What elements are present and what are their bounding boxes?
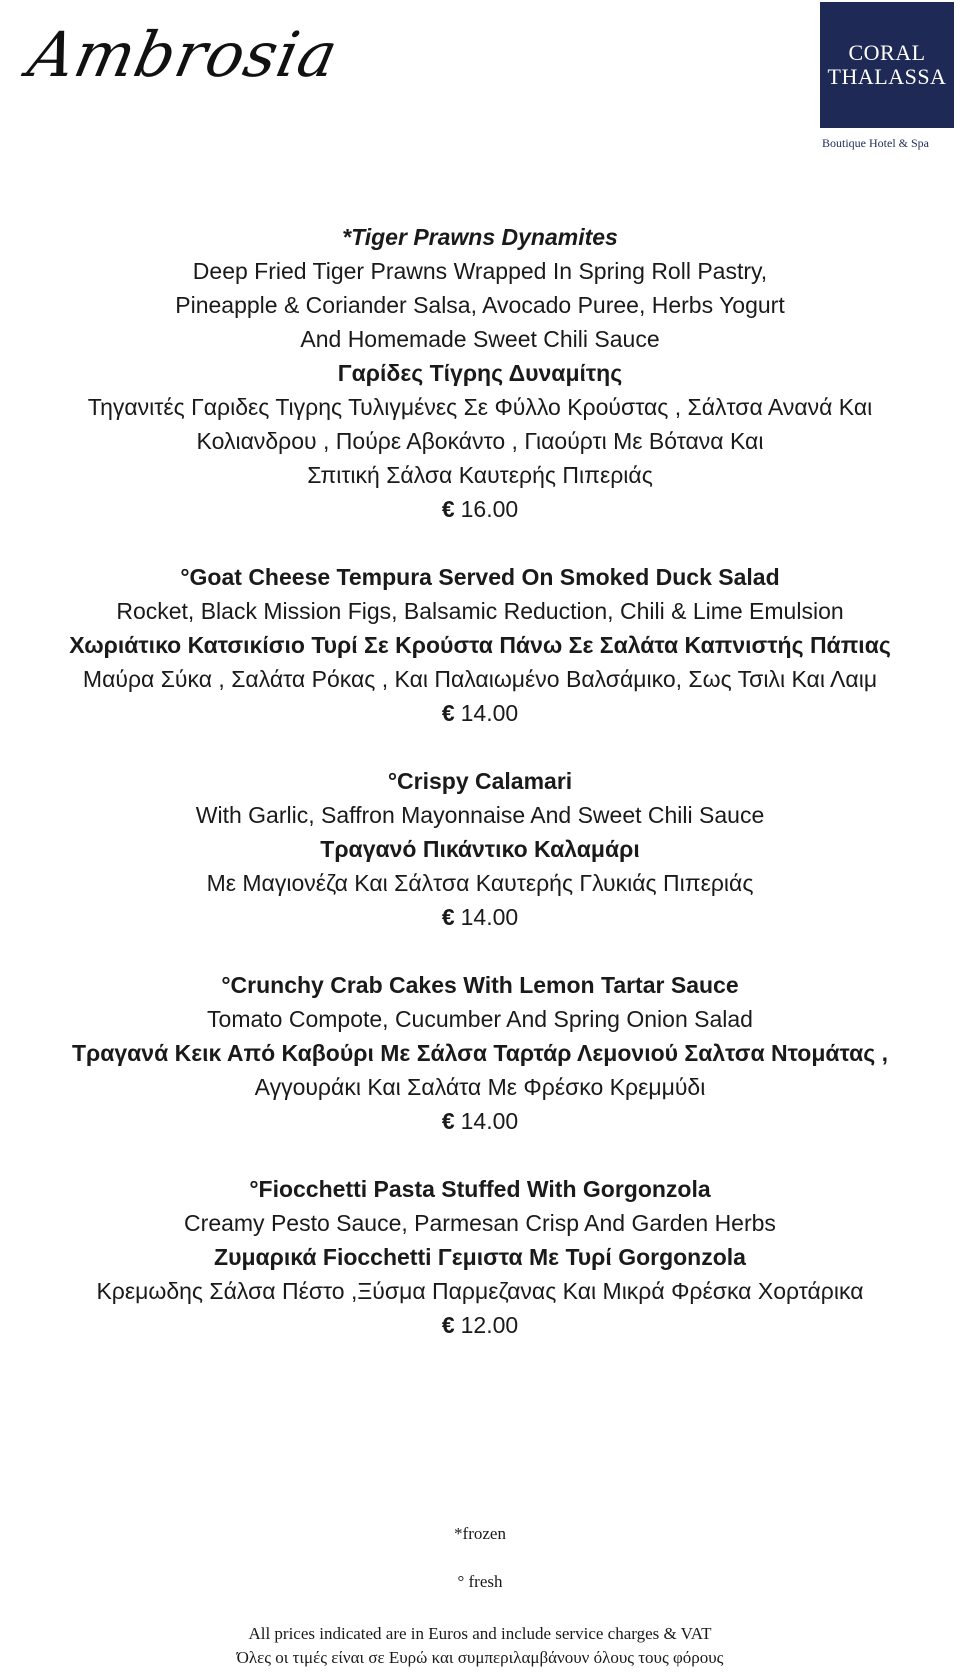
menu-item-price	[0, 1308, 960, 1342]
menu-item-greek-title: Χωριάτικο Κατσικίσιο Τυρί Σε Κρούστα Πάνω Σε Σαλάτα Καπνιστής Πάπιας	[69, 632, 891, 658]
restaurant-logo: Ambrosia	[22, 18, 345, 91]
menu-item-price	[0, 900, 960, 934]
note-fresh: ° fresh	[457, 1572, 503, 1591]
menu-item-description: Deep Fried Tiger Prawns Wrapped In Spring Roll Pastry,	[192, 258, 768, 284]
menu-item-price	[0, 1104, 960, 1138]
menu-item-description: Κρεμωδης Σάλσα Πέστο ,Ξύσμα Παρμεζανας Και Μικρά Φρέσκα Χορτάρικα	[96, 1278, 864, 1304]
menu-item-description: Σπιτική Σάλσα Καυτερής Πιπεριάς	[307, 462, 653, 488]
euro-icon: €	[441, 496, 455, 522]
hotel-tagline: Boutique Hotel & Spa	[822, 136, 929, 150]
hotel-logo	[820, 2, 960, 151]
hotel-logo-box	[820, 2, 954, 128]
menu-item-description: Τηγανιτές Γαριδες Τιγρης Τυλιγμένες Σε Φύλλο Κρούστας , Σάλτσα Ανανά Και	[87, 394, 873, 420]
note-frozen: *frozen	[454, 1524, 506, 1543]
menu-item-title: °Fiocchetti Pasta Stuffed With Gorgonzola	[249, 1176, 711, 1202]
euro-icon: €	[441, 700, 455, 726]
euro-icon: €	[441, 904, 455, 930]
menu-item-description: Με Μαγιονέζα Και Σάλτσα Καυτερής Γλυκιάς Πιπεριάς	[206, 870, 754, 896]
menu-item-price	[0, 696, 960, 730]
menu-item-greek-title: Τραγανά Κεικ Από Καβούρι Με Σάλσα Ταρτάρ Λεμονιού Σαλτσα Ντομάτας ,	[71, 1040, 889, 1066]
footer	[0, 1524, 960, 1670]
price-value: 14.00	[460, 700, 519, 726]
price-value: 14.00	[460, 1108, 519, 1134]
hotel-name-line2: THALASSA	[827, 64, 947, 89]
menu-item-title: °Goat Cheese Tempura Served On Smoked Duck Salad	[180, 564, 780, 590]
menu-item-description: And Homemade Sweet Chili Sauce	[300, 326, 660, 352]
menu-item-description: Creamy Pesto Sauce, Parmesan Crisp And Garden Herbs	[184, 1210, 776, 1236]
menu-item-greek-title: Γαρίδες Τίγρης Δυναμίτης	[337, 360, 623, 386]
menu-item-title: °Crispy Calamari	[387, 768, 573, 794]
price-value: 14.00	[460, 904, 519, 930]
euro-icon: €	[441, 1312, 455, 1338]
menu-item-greek-title: Τραγανό Πικάντικο Καλαμάρι	[320, 836, 640, 862]
menu-item-description: Κολιανδρου , Πούρε Αβοκάντο , Γιαούρτι Με Βότανα Και	[196, 428, 764, 454]
menu-item-title: *Tiger Prawns Dynamites	[342, 224, 618, 250]
menu-item-description: Rocket, Black Mission Figs, Balsamic Reduction, Chili & Lime Emulsion	[116, 598, 844, 624]
menu-item-greek-title: Ζυμαρικά Fiocchetti Γεμιστα Με Τυρί Gorgonzola	[214, 1244, 746, 1270]
price-value: 12.00	[460, 1312, 519, 1338]
menu-item-title: °Crunchy Crab Cakes With Lemon Tartar Sauce	[221, 972, 739, 998]
disclaimer-greek: Όλες οι τιμές είναι σε Ευρώ και συμπεριλαμβάνουν όλους τους φόρους	[236, 1648, 724, 1667]
menu-item-description: With Garlic, Saffron Mayonnaise And Sweet Chili Sauce	[195, 802, 765, 828]
menu-item	[0, 1172, 960, 1342]
menu-item	[0, 764, 960, 934]
menu-item-description: Αγγουράκι Και Σαλάτα Με Φρέσκο Κρεμμύδι	[254, 1074, 706, 1100]
menu-item	[0, 560, 960, 730]
disclaimer-english: All prices indicated are in Euros and include service charges & VAT	[248, 1624, 712, 1643]
menu-item-description: Pineapple & Coriander Salsa, Avocado Puree, Herbs Yogurt	[175, 292, 785, 318]
euro-icon: €	[441, 1108, 455, 1134]
menu-item-price	[0, 492, 960, 526]
menu-item	[0, 968, 960, 1138]
price-value: 16.00	[460, 496, 519, 522]
menu-item-description: Tomato Compote, Cucumber And Spring Onion Salad	[207, 1006, 753, 1032]
menu-list	[0, 220, 960, 1376]
menu-item-description: Μαύρα Σύκα , Σαλάτα Ρόκας , Και Παλαιωμένο Βαλσάμικο, Σως Τσιλι Και Λαιμ	[82, 666, 878, 692]
hotel-name-line1: CORAL	[848, 40, 926, 65]
menu-item	[0, 220, 960, 526]
